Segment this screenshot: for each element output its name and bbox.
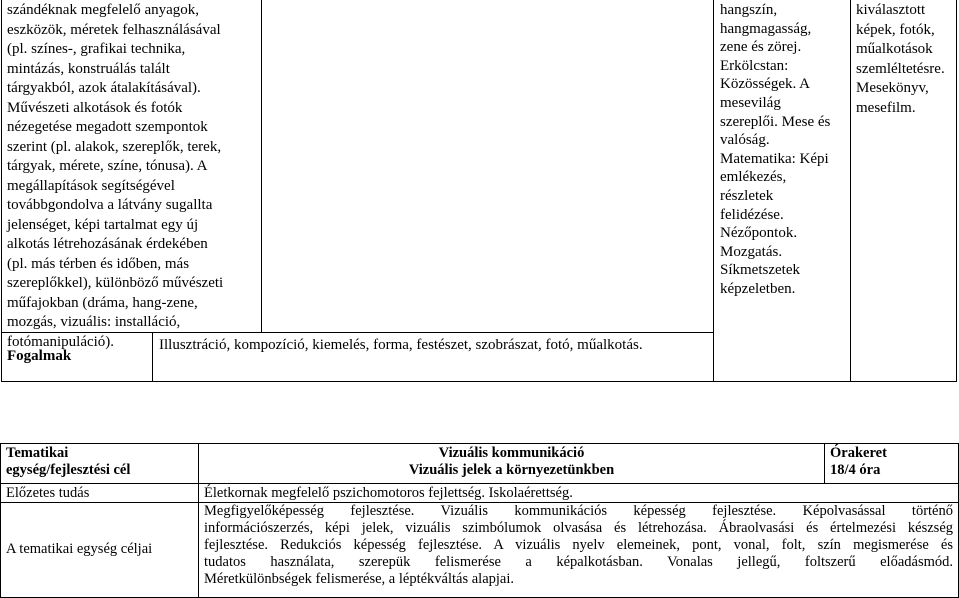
text-line: Megfigyelőképesség fejlesztése. Vizuális kommunikációs képesség fejlesztése. Képolvasással történő	[204, 503, 953, 519]
activities-cell	[7, 1, 257, 352]
text-line: valóság.	[720, 132, 770, 149]
border-top	[0, 443, 959, 444]
tematikai-label	[6, 445, 196, 479]
text-line: Méretkülönbségek felismerése, a léptékváltás alapjai.	[204, 571, 515, 587]
unit-title	[199, 445, 824, 479]
border-left	[0, 443, 1, 598]
text-line: szerint (pl. alakok, szereplők, terek,	[7, 138, 222, 155]
text-line: mesevilág	[720, 94, 781, 111]
text-line: emlékezés,	[720, 169, 787, 186]
celjai-text	[204, 503, 953, 588]
text-line: mintázás, konstruálás talált	[7, 60, 170, 77]
text-line: Síkmetszetek	[720, 262, 800, 279]
text-line: szereplőkkel), különböző művészeti	[7, 275, 224, 291]
tematikai-label-line1: Tematikai	[6, 445, 69, 461]
unit-title-line1: Vizuális kommunikáció	[438, 445, 585, 461]
orakeret-value: 18/4 óra	[830, 462, 881, 478]
text-line: eszközök, méretek felhasználásával	[7, 21, 221, 38]
text-line: képek, fotók,	[856, 21, 935, 38]
celjai-label: A tematikai egység céljai	[6, 541, 153, 557]
top-table	[1, 0, 957, 382]
text-line: szándéknak megfelelő anyagok,	[7, 2, 200, 18]
text-line: Matematika: Képi	[720, 150, 829, 167]
text-line: fejlesztése. Redukciós képesség fejlesztése. A vizuális nyelv elemeinek, pont, vonal, folt, szín megismerése és	[204, 537, 953, 553]
text-line: kiválasztott	[856, 2, 926, 18]
text-line: Mozgatás.	[720, 243, 783, 260]
unit-title-line2: Vizuális jelek a környezetünkben	[408, 462, 615, 478]
border-col3-right	[850, 0, 851, 382]
text-line: információszerzés, képi jelek, vizuális szimbólumok olvasása és létrehozása. Ábraolvasási és értelmezési készség	[204, 520, 953, 536]
border-col1-right	[261, 0, 262, 332]
text-line: mozgás, vizuális: installáció,	[7, 314, 181, 330]
text-line: szemléltetésre.	[856, 60, 945, 77]
text-line: továbbgondolva a látvány sugallta	[7, 197, 213, 213]
connections-cell	[720, 1, 850, 299]
text-line: jelenséget, képi tartalmat egy új	[7, 216, 199, 233]
text-line: Közösségek. A	[720, 76, 810, 93]
text-line: hangmagasság,	[720, 20, 812, 37]
text-line: részletek	[720, 187, 774, 204]
text-line: fotómanipuláció).	[7, 333, 115, 350]
text-line: Erkölcstan:	[720, 57, 789, 74]
text-line: Mesekönyv,	[856, 80, 929, 96]
text-line: műalkotások	[856, 41, 933, 57]
fogalmak-text: Illusztráció, kompozíció, kiemelés, forma, festészet, szobrászat, fotó, műalkotás.	[159, 337, 643, 353]
border-orakeret	[824, 443, 825, 484]
text-line: mesefilm.	[856, 99, 916, 116]
text-line: Művészeti alkotások és fotók	[7, 99, 183, 116]
tematikai-label-line2: egység/fejlesztési cél	[6, 462, 131, 478]
text-line: alkotás létrehozásának érdekében	[7, 236, 208, 252]
tools-cell	[856, 1, 958, 118]
text-line: tárgyakból, azok átalakításával).	[7, 80, 201, 96]
orakeret-cell	[830, 445, 955, 479]
bottom-table	[0, 443, 959, 598]
border-left	[1, 0, 2, 382]
border-bottom	[1, 381, 957, 382]
border-row1	[0, 483, 959, 484]
text-line: Nézőpontok.	[720, 225, 798, 242]
text-line: nézegetése megadott szempontok	[7, 119, 208, 135]
text-line: felidézése.	[720, 206, 784, 223]
text-line: megállapítások segítségével	[7, 177, 175, 194]
text-line: (pl. színes-, grafikai technika,	[7, 41, 186, 57]
text-line: tudatos használata, szerepük felismerése a képalkotásban. Vonalas jellegű, foltszerű előadásmód.	[204, 554, 953, 570]
text-line: képzeletben.	[720, 280, 796, 297]
text-line: zene és zörej.	[720, 39, 802, 56]
elozetes-label: Előzetes tudás	[6, 485, 90, 501]
text-line: tárgyak, mérete, színe, tónusa). A	[7, 158, 208, 174]
text-line: (pl. más térben és időben, más	[7, 255, 190, 272]
text-line: szereplői. Mese és	[720, 113, 831, 130]
text-line: műfajokban (dráma, hang-zene,	[7, 294, 198, 311]
orakeret-label: Órakeret	[830, 445, 887, 461]
elozetes-text: Életkornak megfelelő pszichomotoros fejlettség. Iskolaérettség.	[204, 485, 573, 501]
text-line: hangszín,	[720, 2, 778, 18]
fogalmak-label: Fogalmak	[7, 348, 72, 364]
border-col2-right	[713, 0, 714, 382]
